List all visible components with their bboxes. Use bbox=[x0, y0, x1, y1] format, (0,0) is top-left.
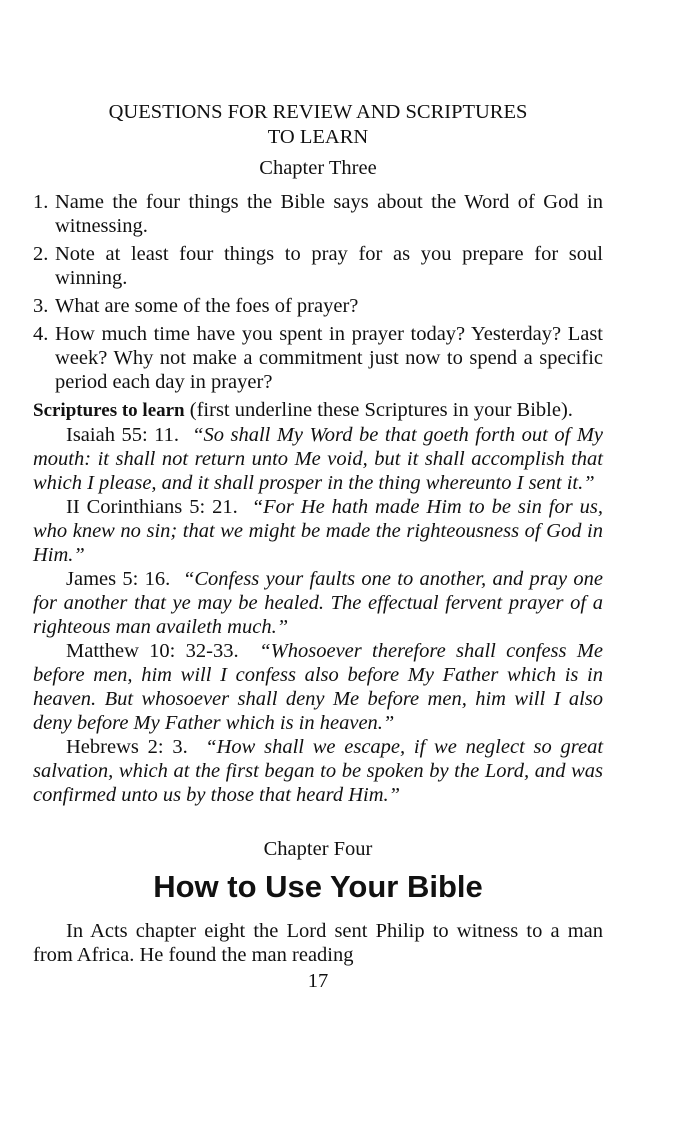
chapter-three-label: Chapter Three bbox=[259, 157, 377, 179]
verse-text: “Whosoever therefore shall confess Me before men, him will I confess also before My Father which is in heaven. But whosoever shall deny Me before men, him will I also deny before My Father which is in heaven.” bbox=[33, 640, 603, 734]
question-text: What are some of the foes of prayer? bbox=[55, 295, 359, 317]
verse-ref: Hebrews 2: 3. bbox=[66, 736, 188, 758]
question-item bbox=[33, 190, 603, 238]
review-heading bbox=[33, 100, 603, 150]
scriptures-note: (first underline these Scriptures in your Bible). bbox=[189, 399, 573, 421]
text-column bbox=[33, 100, 603, 993]
verse-ref: James 5: 16. bbox=[66, 568, 171, 590]
chapter-title: How to Use Your Bible bbox=[153, 869, 483, 904]
verse bbox=[33, 639, 603, 735]
question-number: 2. bbox=[33, 243, 49, 265]
verse-ref: Matthew 10: 32-33. bbox=[66, 640, 239, 662]
question-text: Note at least four things to pray for as you prepare for soul winning. bbox=[55, 243, 603, 289]
question-item bbox=[33, 294, 603, 318]
question-text: How much time have you spent in prayer today? Yesterday? Last week? Why not make a commitment just now to spend a specific period each day in prayer? bbox=[55, 323, 603, 393]
review-heading-line1: QUESTIONS FOR REVIEW AND SCRIPTURES bbox=[108, 101, 528, 123]
chapter-four-label: Chapter Four bbox=[263, 838, 373, 860]
verse-text: “For He hath made Him to be sin for us, who knew no sin; that we might be made the righteousness of God in Him.” bbox=[33, 496, 604, 566]
question-item bbox=[33, 242, 603, 290]
body-paragraph: In Acts chapter eight the Lord sent Philip to witness to a man from Africa. He found the man reading bbox=[33, 920, 603, 966]
verse-ref: II Corinthians 5: 21. bbox=[66, 496, 238, 518]
verse-text: “So shall My Word be that goeth forth out of My mouth: it shall not return unto Me void, but it shall accomplish that which I please, and it shall prosper in the thing whereunto I sent it.” bbox=[33, 424, 604, 494]
scriptures-intro bbox=[33, 398, 603, 423]
question-number: 1. bbox=[33, 191, 49, 213]
verse-text: “Confess your faults one to another, and pray one for another that ye may be healed. The effectual fervent prayer of a righteous man availeth much.” bbox=[33, 568, 604, 638]
verse-text: “How shall we escape, if we neglect so great salvation, which at the first began to be spoken by the Lord, and was confirmed unto us by those that heard Him.” bbox=[33, 736, 604, 806]
verse bbox=[33, 423, 603, 495]
verse-ref: Isaiah 55: 11. bbox=[66, 424, 180, 446]
question-text: Name the four things the Bible says about the Word of God in witnessing. bbox=[55, 191, 603, 237]
verse bbox=[33, 735, 603, 807]
page-number: 17 bbox=[307, 970, 329, 992]
verse bbox=[33, 567, 603, 639]
review-heading-line2: TO LEARN bbox=[267, 126, 369, 148]
scriptures-label: Scriptures to learn bbox=[33, 400, 185, 421]
question-list bbox=[33, 190, 603, 394]
question-number: 3. bbox=[33, 295, 49, 317]
question-item bbox=[33, 322, 603, 394]
question-number: 4. bbox=[33, 323, 49, 345]
verse bbox=[33, 495, 603, 567]
